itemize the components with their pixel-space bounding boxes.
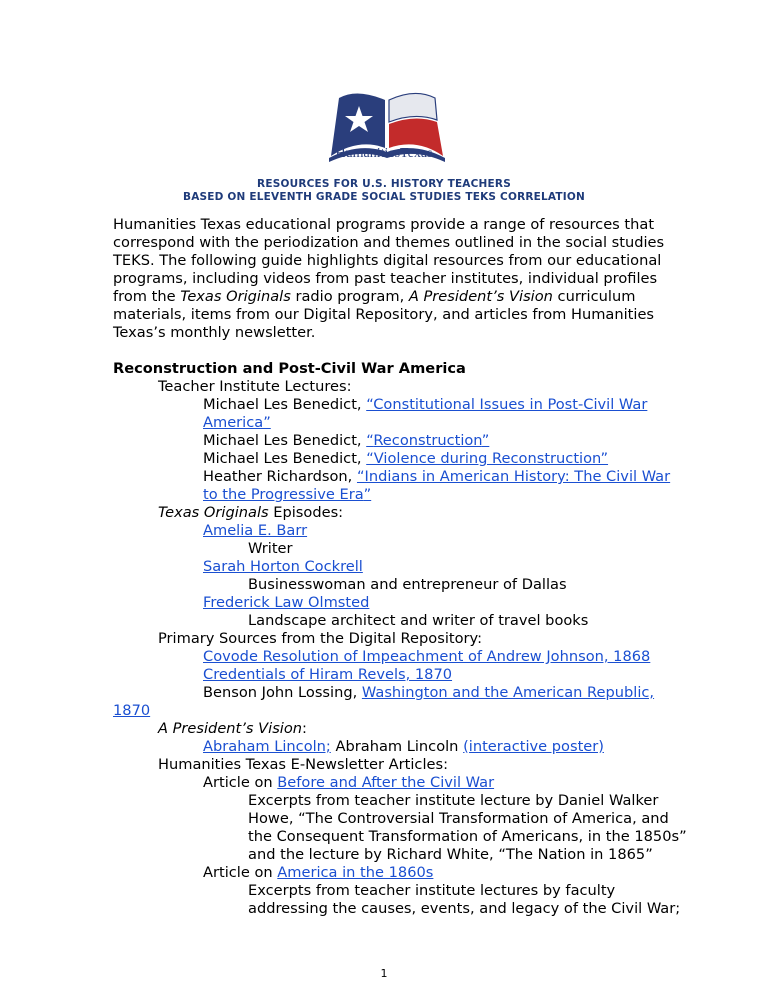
primary-source-link-covode[interactable]: Covode Resolution of Impeachment of Andrew Johnson, 1868 <box>203 648 651 665</box>
lecture-link-indians[interactable]: Indians in American History: The Civil War <box>364 468 671 485</box>
primary-source-link-revels[interactable]: Credentials of Hiram Revels, 1870 <box>203 666 453 683</box>
article-item: Article on Before and After the Civil War <box>203 774 495 791</box>
primary-source-item: Benson John Lossing, Washington and the American Republic, <box>203 684 655 701</box>
lecture-link-constitutional-issues[interactable]: “Constitutional Issues in Post-Civil War <box>366 396 648 413</box>
intro-paragraph: Humanities Texas educational programs provide a range of resources that correspond with the periodization and themes outlined in the social studies TEKS. The following guide highlights digital resources from our educational programs, including videos from past teacher institutes, individual profiles from the Texas Originals radio program, A President’s Vision curriculum materials, items from our Digital Repository, and articles from Humanities Texas’s monthly newsletter. <box>113 216 665 341</box>
lecture-item-continued <box>203 414 271 432</box>
newsletter-label: Humanities Texas E-Newsletter Articles: <box>158 756 449 773</box>
logo-wordmark: HumanitiesTexas <box>335 146 433 161</box>
lecture-item: Heather Richardson, “Indians in American History: The Civil War <box>203 468 671 485</box>
article-description-line: the Consequent Transformation of Americans, in the 1850s” <box>248 828 687 845</box>
episode-link-amelia-barr[interactable]: Amelia E. Barr <box>203 522 308 539</box>
article-description-line: addressing the causes, events, and legacy of the Civil War; <box>248 900 681 917</box>
article-description-line: Howe, “The Controversial Transformation of America, and <box>248 810 669 827</box>
episodes-label: Texas Originals Episodes: <box>158 504 344 521</box>
lecture-link-violence[interactable]: “Violence during Reconstruction” <box>366 450 609 467</box>
article-description-line: Excerpts from teacher institute lectures by faculty <box>248 882 616 899</box>
lecture-link-constitutional-issues-continued[interactable]: America” <box>203 414 271 431</box>
presidents-vision-item: Abraham Lincoln; Abraham Lincoln (interactive poster) <box>203 738 604 755</box>
episode-description: Landscape architect and writer of travel books <box>248 612 589 629</box>
episode-link-sarah-cockrell[interactable]: Sarah Horton Cockrell <box>203 558 363 575</box>
document-heading-line2: BASED ON ELEVENTH GRADE SOCIAL STUDIES TEKS CORRELATION <box>183 191 585 203</box>
episode-link-frederick-olmsted[interactable]: Frederick Law Olmsted <box>203 594 370 611</box>
lecture-item: Michael Les Benedict, “Reconstruction” <box>203 432 490 449</box>
page-number: 1 <box>380 967 388 980</box>
lecture-link-indians-continued[interactable]: to the Progressive Era <box>203 486 364 503</box>
primary-sources-label: Primary Sources from the Digital Repository: <box>158 630 483 647</box>
episode-link <box>203 522 307 540</box>
pv-link-interactive-poster[interactable]: (interactive poster) <box>463 738 604 755</box>
article-link-america-1860s[interactable]: America in the 1860s <box>277 864 434 881</box>
pv-link-abraham-lincoln[interactable]: Abraham Lincoln; <box>203 738 331 755</box>
lecture-item-continued: to the Progressive Era” <box>203 486 372 503</box>
article-description-line: and the lecture by Richard White, “The Nation in 1865” <box>248 846 653 863</box>
article-link-before-after-civil-war[interactable]: Before and After the Civil War <box>277 774 495 791</box>
presidents-vision-label: A President’s Vision: <box>158 720 307 737</box>
logo-book-right-top <box>389 93 437 122</box>
episode-description: Writer <box>248 540 293 557</box>
episode-link <box>203 558 363 576</box>
primary-source-link-lossing-continued[interactable]: 1870 <box>113 702 151 719</box>
lecture-item: Michael Les Benedict, “Constitutional Issues in Post-Civil War <box>203 396 648 413</box>
primary-source-link-lossing[interactable]: Washington and the American Republic, <box>361 684 655 701</box>
lectures-label: Teacher Institute Lectures: <box>158 378 352 395</box>
section-title: Reconstruction and Post-Civil War America <box>113 360 466 377</box>
episode-description: Businesswoman and entrepreneur of Dallas <box>248 576 567 593</box>
primary-source-item-continued <box>113 702 150 720</box>
lecture-item: Michael Les Benedict, “Violence during Reconstruction” <box>203 450 609 467</box>
primary-source-item <box>203 648 650 666</box>
article-description-line: Excerpts from teacher institute lecture by Daniel Walker <box>248 792 659 809</box>
lecture-link-reconstruction[interactable]: Reconstruction <box>373 432 482 449</box>
article-item: Article on America in the 1860s <box>203 864 434 881</box>
episode-link <box>203 594 369 612</box>
primary-source-item <box>203 666 452 684</box>
document-heading-line1: RESOURCES FOR U.S. HISTORY TEACHERS <box>257 178 511 190</box>
